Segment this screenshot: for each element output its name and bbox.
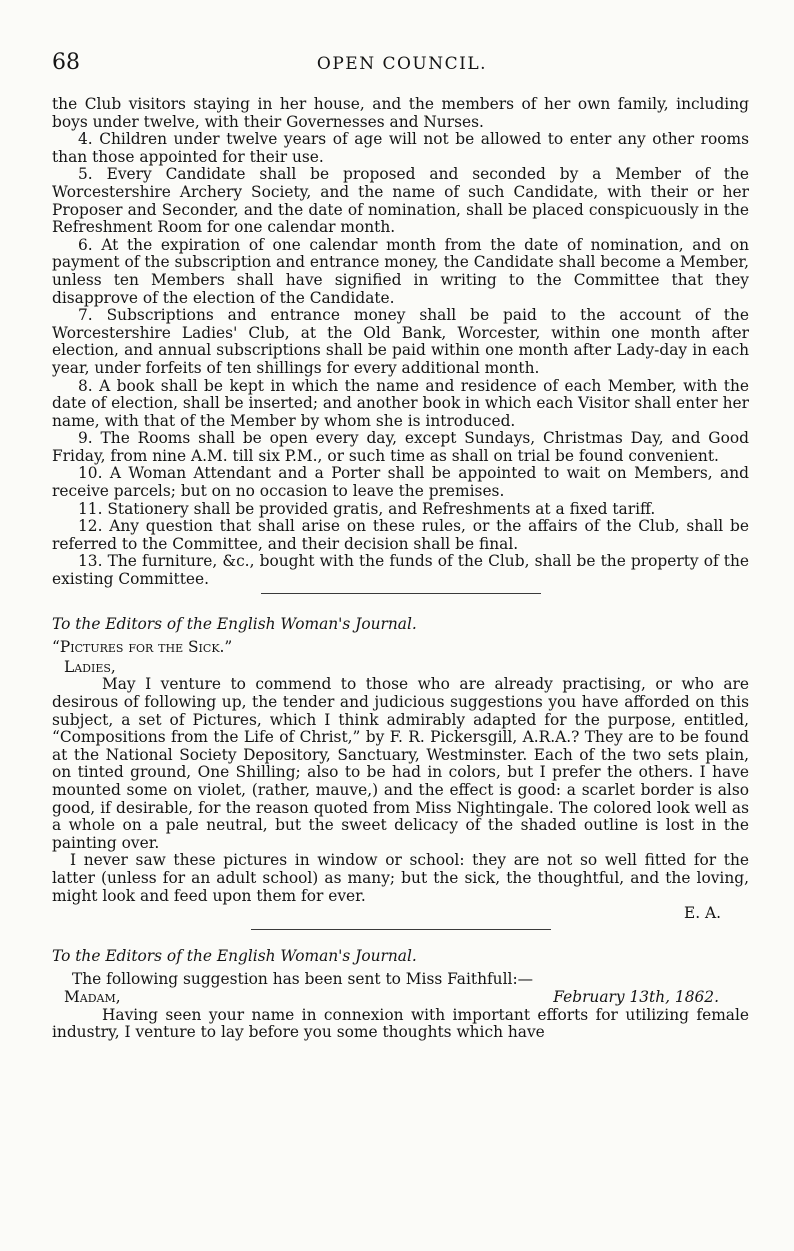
letter-salutation: Ladies, [64,657,116,676]
rule-paragraph: 7. Subscriptions and entrance money shall be paid to the account of the Worcestershire Ladies' Club, at the Old Bank, Worcester, within one month after election, and annual subscriptions shall be paid within one month after Lady-day in each year, under forfeits of ten shillings for every additional month. [52,306,749,377]
rule-paragraph: 13. The furniture, &c., bought with the funds of the Club, shall be the property of the existing Committee. [52,552,749,589]
running-title: OPEN COUNCIL. [316,54,488,74]
letter-signature: E. A. [683,904,721,923]
page-header [52,50,752,80]
letter-date: February 13th, 1862. [553,987,719,1006]
rule-paragraph: 12. Any question that shall arise on these rules, or the affairs of the Club, shall be referred to the Committee, and their decision shall be final. [52,517,749,553]
section-divider [261,593,541,594]
rule-paragraph: 8. A book shall be kept in which the name and residence of each Member, with the date of election, shall be inserted; and another book in which each Visitor shall enter her name, with that of the Member by whom she is introduced. [52,376,749,430]
letter-title: “Pictures for the Sick.” [52,638,233,657]
section-divider [251,929,551,930]
rule-paragraph: 11. Stationery shall be provided gratis, and Refreshments at a fixed tariff. [78,499,656,518]
letter-heading: To the Editors of the English Woman's Journal. [52,946,417,965]
letter-salutation: Madam, [64,987,121,1006]
letter-dateline [64,989,749,1007]
rule-paragraph: 10. A Woman Attendant and a Porter shall be appointed to wait on Members, and receive parcels; but on no occasion to leave the premises. [52,464,749,501]
rule-paragraph: 5. Every Candidate shall be proposed and seconded by a Member of the Worcestershire Archery Society, and the name of such Candidate, with their or her Proposer and Seconder, and the date of nomination, shall be placed conspicuously in the Refreshment Room for one calendar month. [52,165,749,237]
rule-paragraph: 4. Children under twelve years of age will not be allowed to enter any other rooms than those appointed for their use. [52,130,749,166]
letter-paragraph: Having seen your name in connexion with important efforts for utilizing female industry, I venture to lay before you some thoughts which have [52,1005,749,1042]
letter-paragraph: May I venture to commend to those who are already practising, or who are desirous of following up, the tender and judicious suggestions you have afforded on this subject, a set of Pictures, which I think admirably adapted for the purpose, entitled, “Compositions from the Life of Christ,” by F. R. Pickersgill, A.R.A.? They are to be found at the National Society Depository, Sanctuary, Westminster. Each of the two sets plain, on tinted ground, One Shilling; also to be had in colors, but I prefer the others. I have mounted some on violet, (rather, mauve,) and the effect is good: a scarlet border is also good, if desirable, for the reason quoted from Miss Nightingale. The colored look well as a whole on a pale neutral, but the sweet delicacy of the shaded outline is lost in the painting over. [52,675,749,852]
letter-paragraph: I never saw these pictures in window or school: they are not so well fitted for the latter (unless for an adult school) as many; but the sick, the thoughtful, and the loving, might look and feed upon them for ever. [52,851,749,905]
rule-paragraph: 6. At the expiration of one calendar month from the date of nomination, and on payment of the subscription and entrance money, the Candidate shall become a Member, unless ten Members shall have signified in writing to the Committee that they disapprove of the election of the Candidate. [52,235,749,307]
letter-intro: The following suggestion has been sent to Miss Faithfull:— [72,970,534,989]
page-body [52,96,749,1042]
rule-paragraph: 9. The Rooms shall be open every day, except Sundays, Christmas Day, and Good Friday, from nine A.M. till six P.M., or such time as shall on trial be found convenient. [52,429,749,465]
letter-heading: To the Editors of the English Woman's Journal. [52,614,417,633]
page-number: 68 [52,50,80,75]
rule-paragraph: the Club visitors staying in her house, and the members of her own family, including boys under twelve, with their Governesses and Nurses. [52,95,749,131]
